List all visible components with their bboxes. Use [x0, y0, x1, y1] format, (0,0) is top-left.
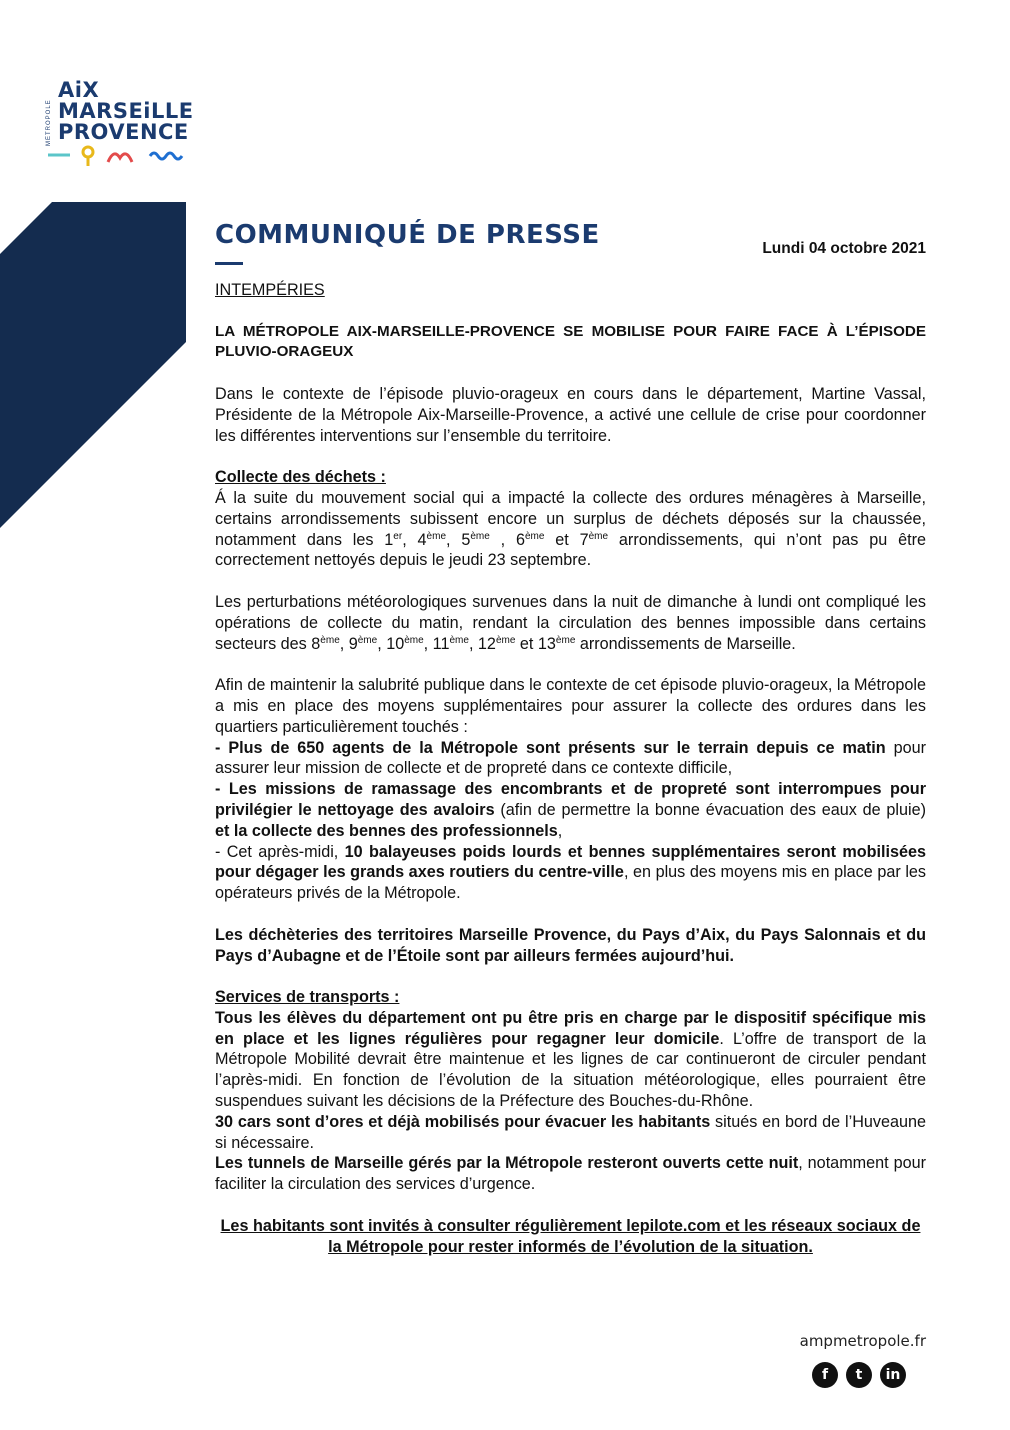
transport-paragraph-1: Tous les élèves du département ont pu être pris en charge par le dispositif spécifique mis en place et les lignes régulières pour regagner leur domicile. L’offre de transport de la Métropole Mobilité devrait être maintenue et les lignes de car continueront de circuler pendant l’après-midi. En fonction de l’évolution de la situation météorologique, elles pourraient être suspendues suivant les décisions de la Préfecture des Bouches-du-Rhône. [215, 1008, 926, 1111]
logo-small-text: MÉTROPOLE [46, 99, 52, 146]
waste-paragraph-2: Les perturbations météorologiques survenues dans la nuit de dimanche à lundi ont compliqué les opérations de collecte du matin, rendant la circulation des bennes impossible dans certains secteurs des 8ème, 9ème, 10ème, 11ème, 12ème et 13ème arrondissements de Marseille. [215, 592, 926, 653]
bullet-agents: - Plus de 650 agents de la Métropole sont présents sur le terrain depuis ce matin pour assurer leur mission de collecte et de propreté dans ce contexte difficile, [215, 738, 927, 778]
logo-line-marseille: MARSEiLLE [58, 99, 194, 123]
transport-paragraph-2: 30 cars sont d’ores et déjà mobilisés pour évacuer les habitants situés en bord de l’Huveaune si nécessaire. [215, 1112, 926, 1152]
bullet-missions: - Les missions de ramassage des encombrants et de propreté sont interrompues pour privilégier le nettoyage des avaloirs (afin de permettre la bonne évacuation des eaux de pluie) et la collecte des bennes des professionnels, [215, 780, 926, 840]
logo [46, 80, 206, 170]
intro-paragraph: Dans le contexte de l’épisode pluvio-orageux en cours dans le département, Martine Vassal, Présidente de la Métropole Aix-Marseille-Provence, a activé une cellule de crise pour coordonner les différentes interventions sur l’ensemble du territoire. [215, 384, 926, 445]
headline: LA MÉTROPOLE AIX-MARSEILLE-PROVENCE SE MOBILISE POUR FAIRE FACE À L’ÉPISODE PLUVIO-ORAGEUX [215, 322, 926, 361]
closing-notice: Les habitants sont invités à consulter régulièrement lepilote.com et les réseaux sociaux de la Métropole pour rester informés de l’évolution de la situation. [220, 1216, 921, 1256]
bullet-sweepers: - Cet après-midi, 10 balayeuses poids lourds et bennes supplémentaires seront mobilisées pour dégager les grands axes routiers du centre-ville, en plus des moyens mis en place par les opérateurs privés de la Métropole. [215, 842, 927, 903]
logo-line-provence: PROVENCE [58, 120, 189, 144]
social-icons [812, 1362, 908, 1388]
waste-heading: Collecte des déchets : [215, 468, 386, 487]
press-date: Lundi 04 octobre 2021 [762, 240, 926, 257]
facebook-icon[interactable]: f [812, 1362, 838, 1388]
waste-paragraph-1: Á la suite du mouvement social qui a impacté la collecte des ordures ménagères à Marseille, certains arrondissements subissent encore un surplus de déchets déposés sur la chaussée, notamment dans les 1er, 4ème, 5ème , 6ème et 7ème arrondissements, qui n’ont pas pu être correctement nettoyés depuis le jeudi 23 septembre. [215, 488, 926, 570]
title-underline [215, 262, 243, 265]
category-label: INTEMPÉRIES [215, 281, 325, 299]
page-title: COMMUNIQUÉ DE PRESSE [215, 220, 600, 250]
decorative-navy-shape [0, 202, 186, 532]
logo-line-aix: AiX [58, 78, 100, 102]
website-link[interactable]: ampmetropole.fr [799, 1332, 926, 1350]
press-release-body [215, 280, 926, 1257]
twitter-icon[interactable]: t [846, 1362, 872, 1388]
linkedin-icon[interactable]: in [880, 1362, 906, 1388]
transport-paragraph-3: Les tunnels de Marseille gérés par la Métropole resteront ouverts cette nuit, notamment pour faciliter la circulation des services d’urgence. [215, 1154, 926, 1194]
logo-pictograms [46, 144, 196, 170]
transport-heading: Services de transports : [215, 988, 400, 1007]
waste-closed-notice: Les déchèteries des territoires Marseille Provence, du Pays d’Aix, du Pays Salonnais et du Pays d’Aubagne et de l’Étoile sont par ailleurs fermées aujourd’hui. [215, 925, 926, 965]
waste-paragraph-3: Afin de maintenir la salubrité publique dans le contexte de cet épisode pluvio-orageux, la Métropole a mis en place des moyens supplémentaires pour assurer la collecte des ordures dans les quartiers particulièrement touchés : [215, 676, 926, 736]
